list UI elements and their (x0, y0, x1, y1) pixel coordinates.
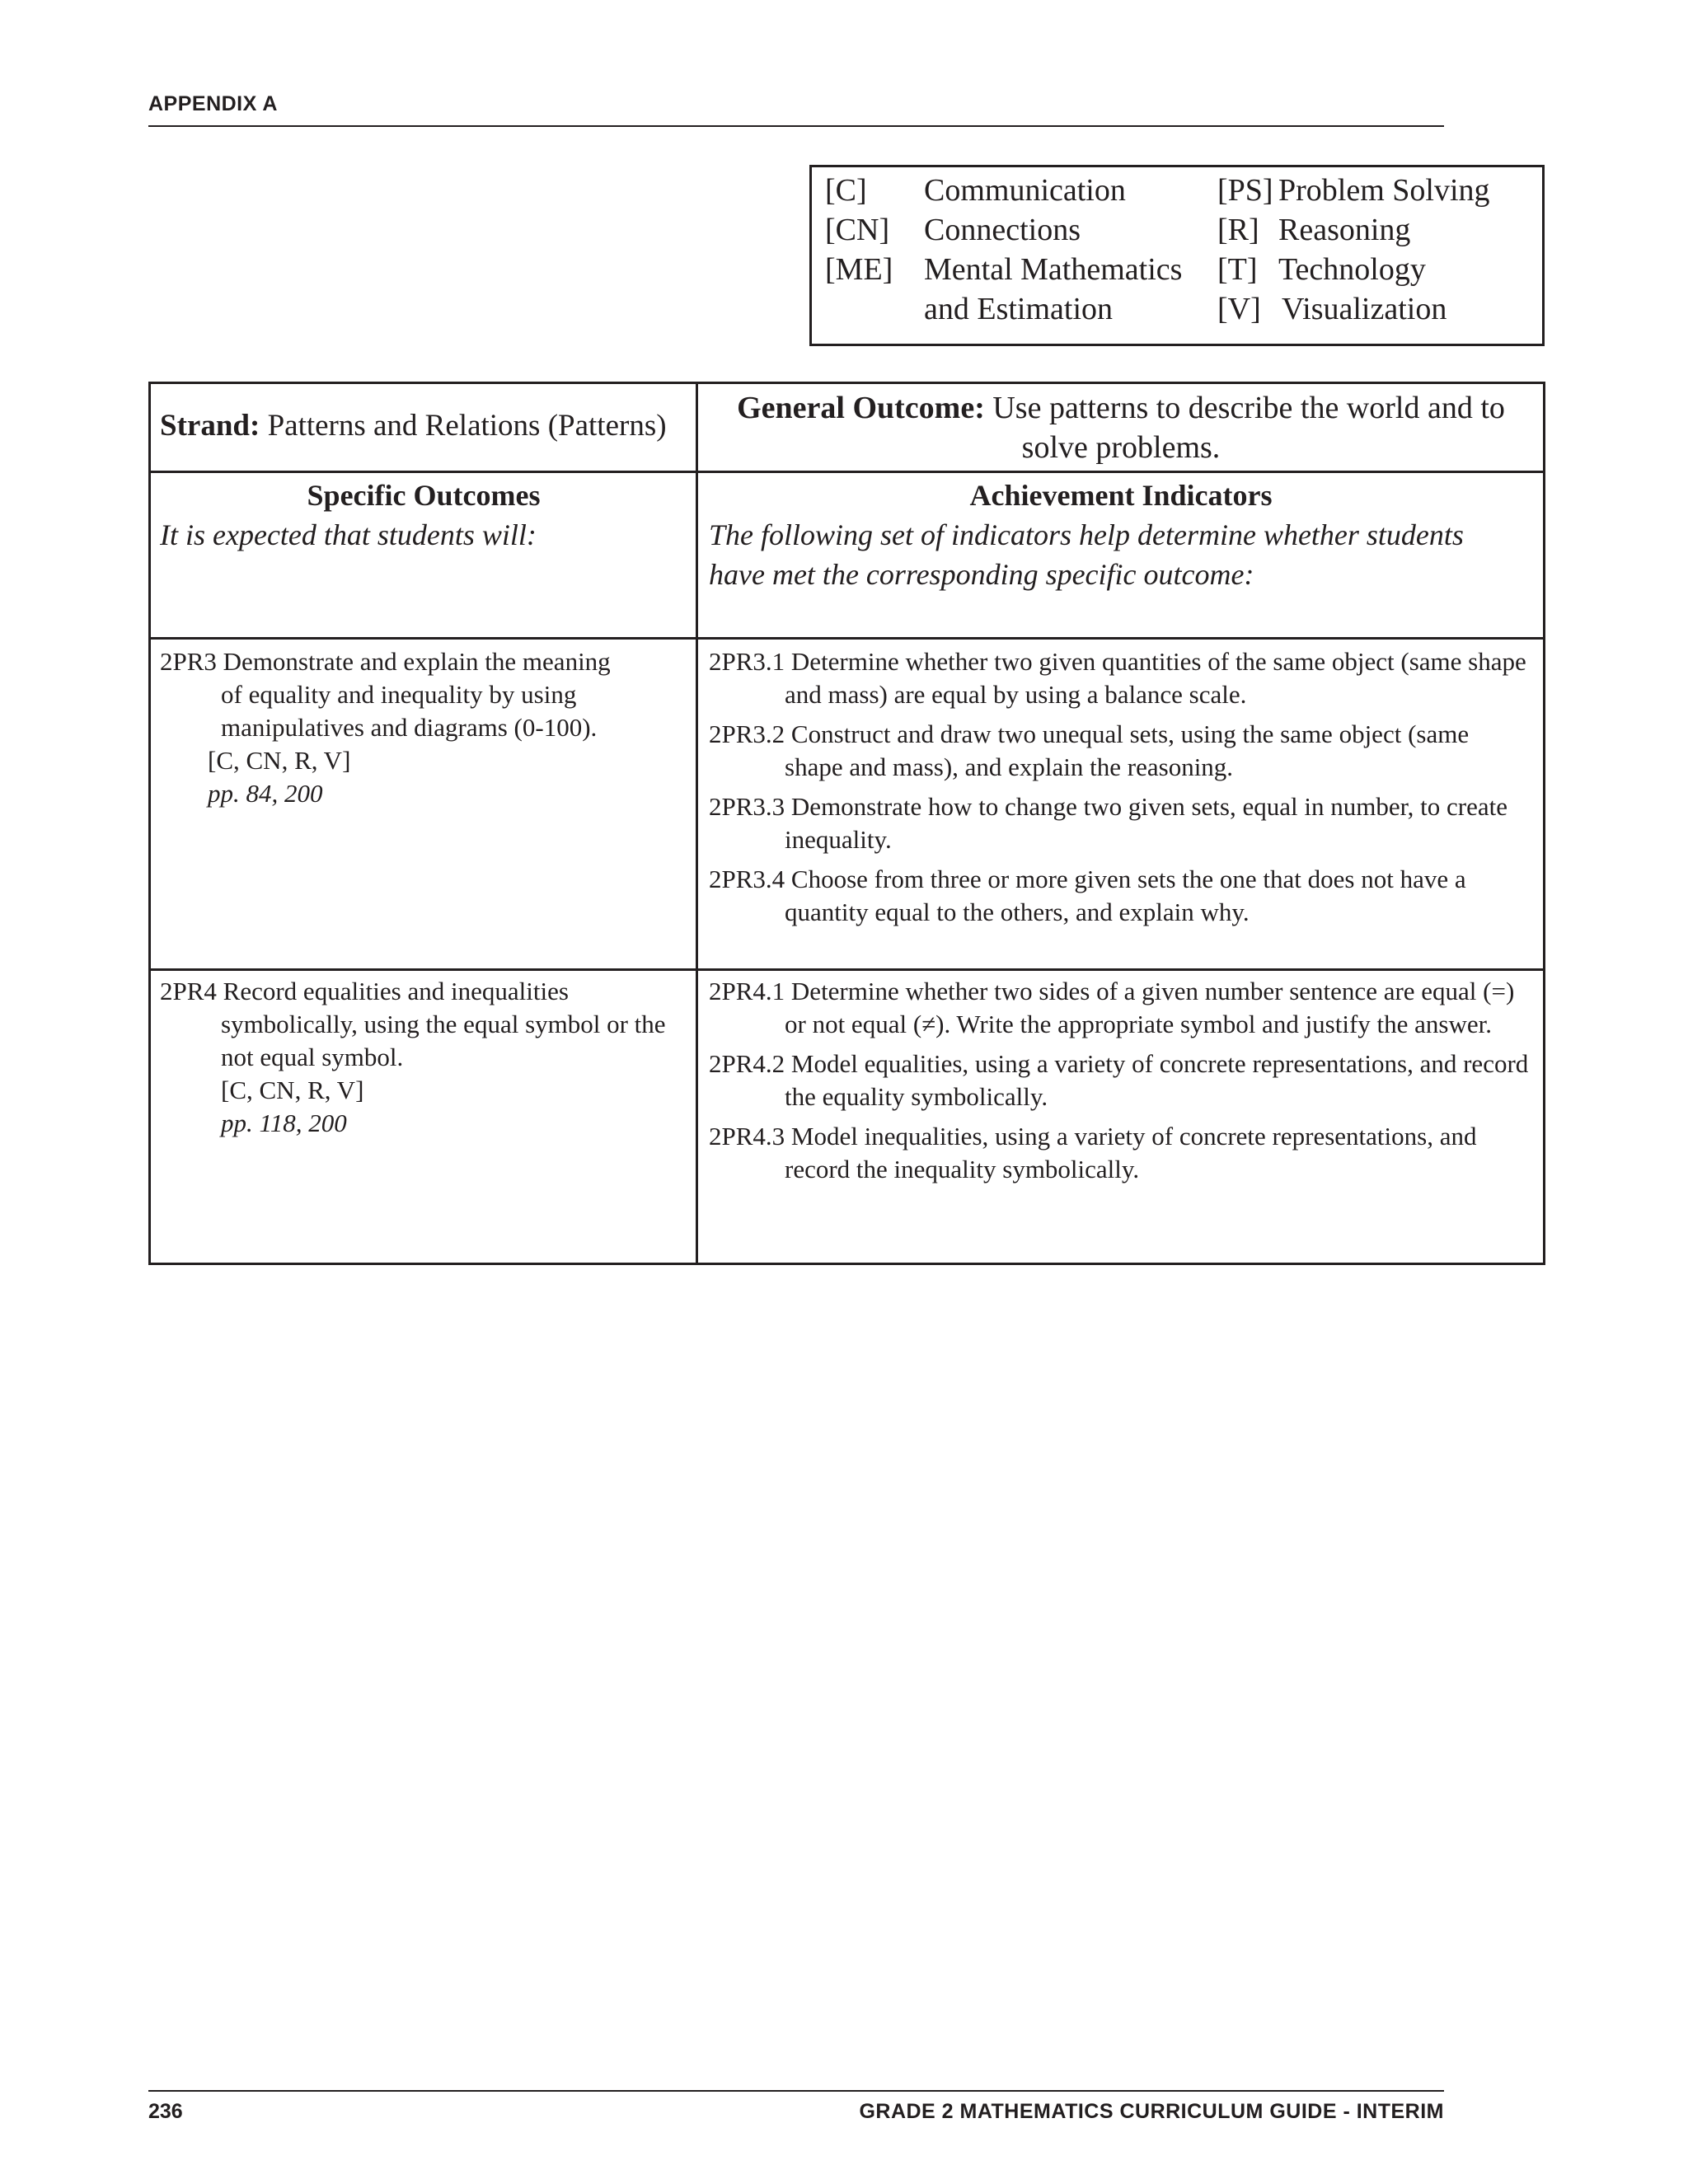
outcome-text: manipulatives and diagrams (0-100). (221, 713, 598, 742)
legend-name-t: Technology (1278, 252, 1426, 287)
table-divider-header (148, 471, 1545, 473)
specific-outcomes-heading: Specific Outcomes (307, 479, 541, 512)
outcome-text: symbolically, using the equal symbol or the (221, 1010, 666, 1038)
specific-outcomes-subheading: It is expected that students will: (160, 518, 537, 551)
legend-name-r: Reasoning (1278, 213, 1411, 247)
strand-label: Strand: (160, 409, 260, 443)
outcome-text: 2PR4 Record equalities and inequalities (160, 977, 569, 1005)
table-divider-subheader (148, 637, 1545, 640)
table-border-right (1543, 382, 1545, 1265)
general-outcome-label: General Outcome: (737, 391, 985, 425)
outcome-processes: [C, CN, R, V] (208, 746, 351, 775)
indicator-2pr4-3: 2PR4.3 Model inequalities, using a variety of concrete representations, and record the inequality symbolically. (709, 1122, 1477, 1183)
legend-code-c: [C] (825, 173, 867, 208)
indicators-2pr3 (709, 645, 1533, 935)
page-number: 236 (148, 2100, 183, 2123)
indicator-2pr3-4: 2PR3.4 Choose from three or more given sets the one that does not have a quantity equal to the others, and explain why. (709, 865, 1466, 926)
outcomes-table (148, 382, 1545, 1265)
process-legend (809, 165, 1545, 346)
indicator-2pr4-2: 2PR4.2 Model equalities, using a variety of concrete representations, and record the equality symbolically. (709, 1049, 1529, 1111)
legend-name-v: Visualization (1282, 292, 1447, 326)
outcome-text: not equal symbol. (221, 1043, 404, 1071)
table-divider-column (696, 382, 698, 1265)
running-header: APPENDIX A (148, 92, 278, 115)
legend-code-v: [V] (1217, 292, 1261, 326)
achievement-indicators-heading: Achievement Indicators (969, 479, 1273, 512)
indicator-2pr3-3: 2PR3.3 Demonstrate how to change two given sets, equal in number, to create inequality. (709, 792, 1507, 854)
outcome-text: of equality and inequality by using (221, 680, 577, 709)
legend-name-c: Communication (924, 173, 1126, 208)
general-outcome-cell (709, 388, 1533, 467)
indicator-2pr3-2: 2PR3.2 Construct and draw two unequal sets, using the same object (same shape and mass), and explain the reasoning. (709, 719, 1470, 781)
outcome-pages: pp. 84, 200 (208, 779, 323, 808)
achievement-indicators-header (709, 476, 1533, 594)
specific-outcome-2pr3 (160, 645, 687, 810)
footer-rule (148, 2090, 1444, 2092)
legend-name-me: Mental Mathematics (924, 252, 1183, 287)
legend-name-ps: Problem Solving (1278, 173, 1490, 208)
strand-value: Patterns and Relations (Patterns) (267, 409, 667, 443)
legend-code-cn: [CN] (825, 213, 890, 247)
legend-code-r: [R] (1217, 213, 1259, 247)
strand-cell (160, 408, 687, 443)
outcome-text: 2PR3 Demonstrate and explain the meaning (160, 647, 611, 676)
legend-code-ps: [PS] (1217, 173, 1273, 208)
legend-name-cn: Connections (924, 213, 1081, 247)
footer-title: GRADE 2 MATHEMATICS CURRICULUM GUIDE - INTERIM (859, 2100, 1444, 2123)
table-border-bottom (148, 1263, 1545, 1265)
legend-code-me: [ME] (825, 252, 893, 287)
indicator-2pr4-1: 2PR4.1 Determine whether two sides of a given number sentence are equal (=) or not equal (≠). Write the appropriate symbol and justify the answer. (709, 977, 1515, 1038)
outcome-processes: [C, CN, R, V] (221, 1076, 364, 1104)
general-outcome-value: Use patterns to describe the world and to solve problems. (992, 391, 1505, 465)
header-rule (148, 125, 1444, 127)
indicator-2pr3-1: 2PR3.1 Determine whether two given quantities of the same object (same shape and mass) are equal by using a balance scale. (709, 647, 1526, 709)
table-border-top (148, 382, 1545, 384)
legend-code-t: [T] (1217, 252, 1258, 287)
table-divider-row (148, 968, 1545, 971)
legend-name-me-2: and Estimation (924, 292, 1114, 326)
specific-outcome-2pr4 (160, 975, 687, 1140)
outcome-pages: pp. 118, 200 (221, 1108, 347, 1137)
achievement-indicators-subheading: The following set of indicators help determine whether students have met the corresponding specific outcome: (709, 518, 1464, 591)
table-border-left (148, 382, 151, 1265)
indicators-2pr4 (709, 975, 1533, 1193)
specific-outcomes-header (160, 476, 687, 555)
